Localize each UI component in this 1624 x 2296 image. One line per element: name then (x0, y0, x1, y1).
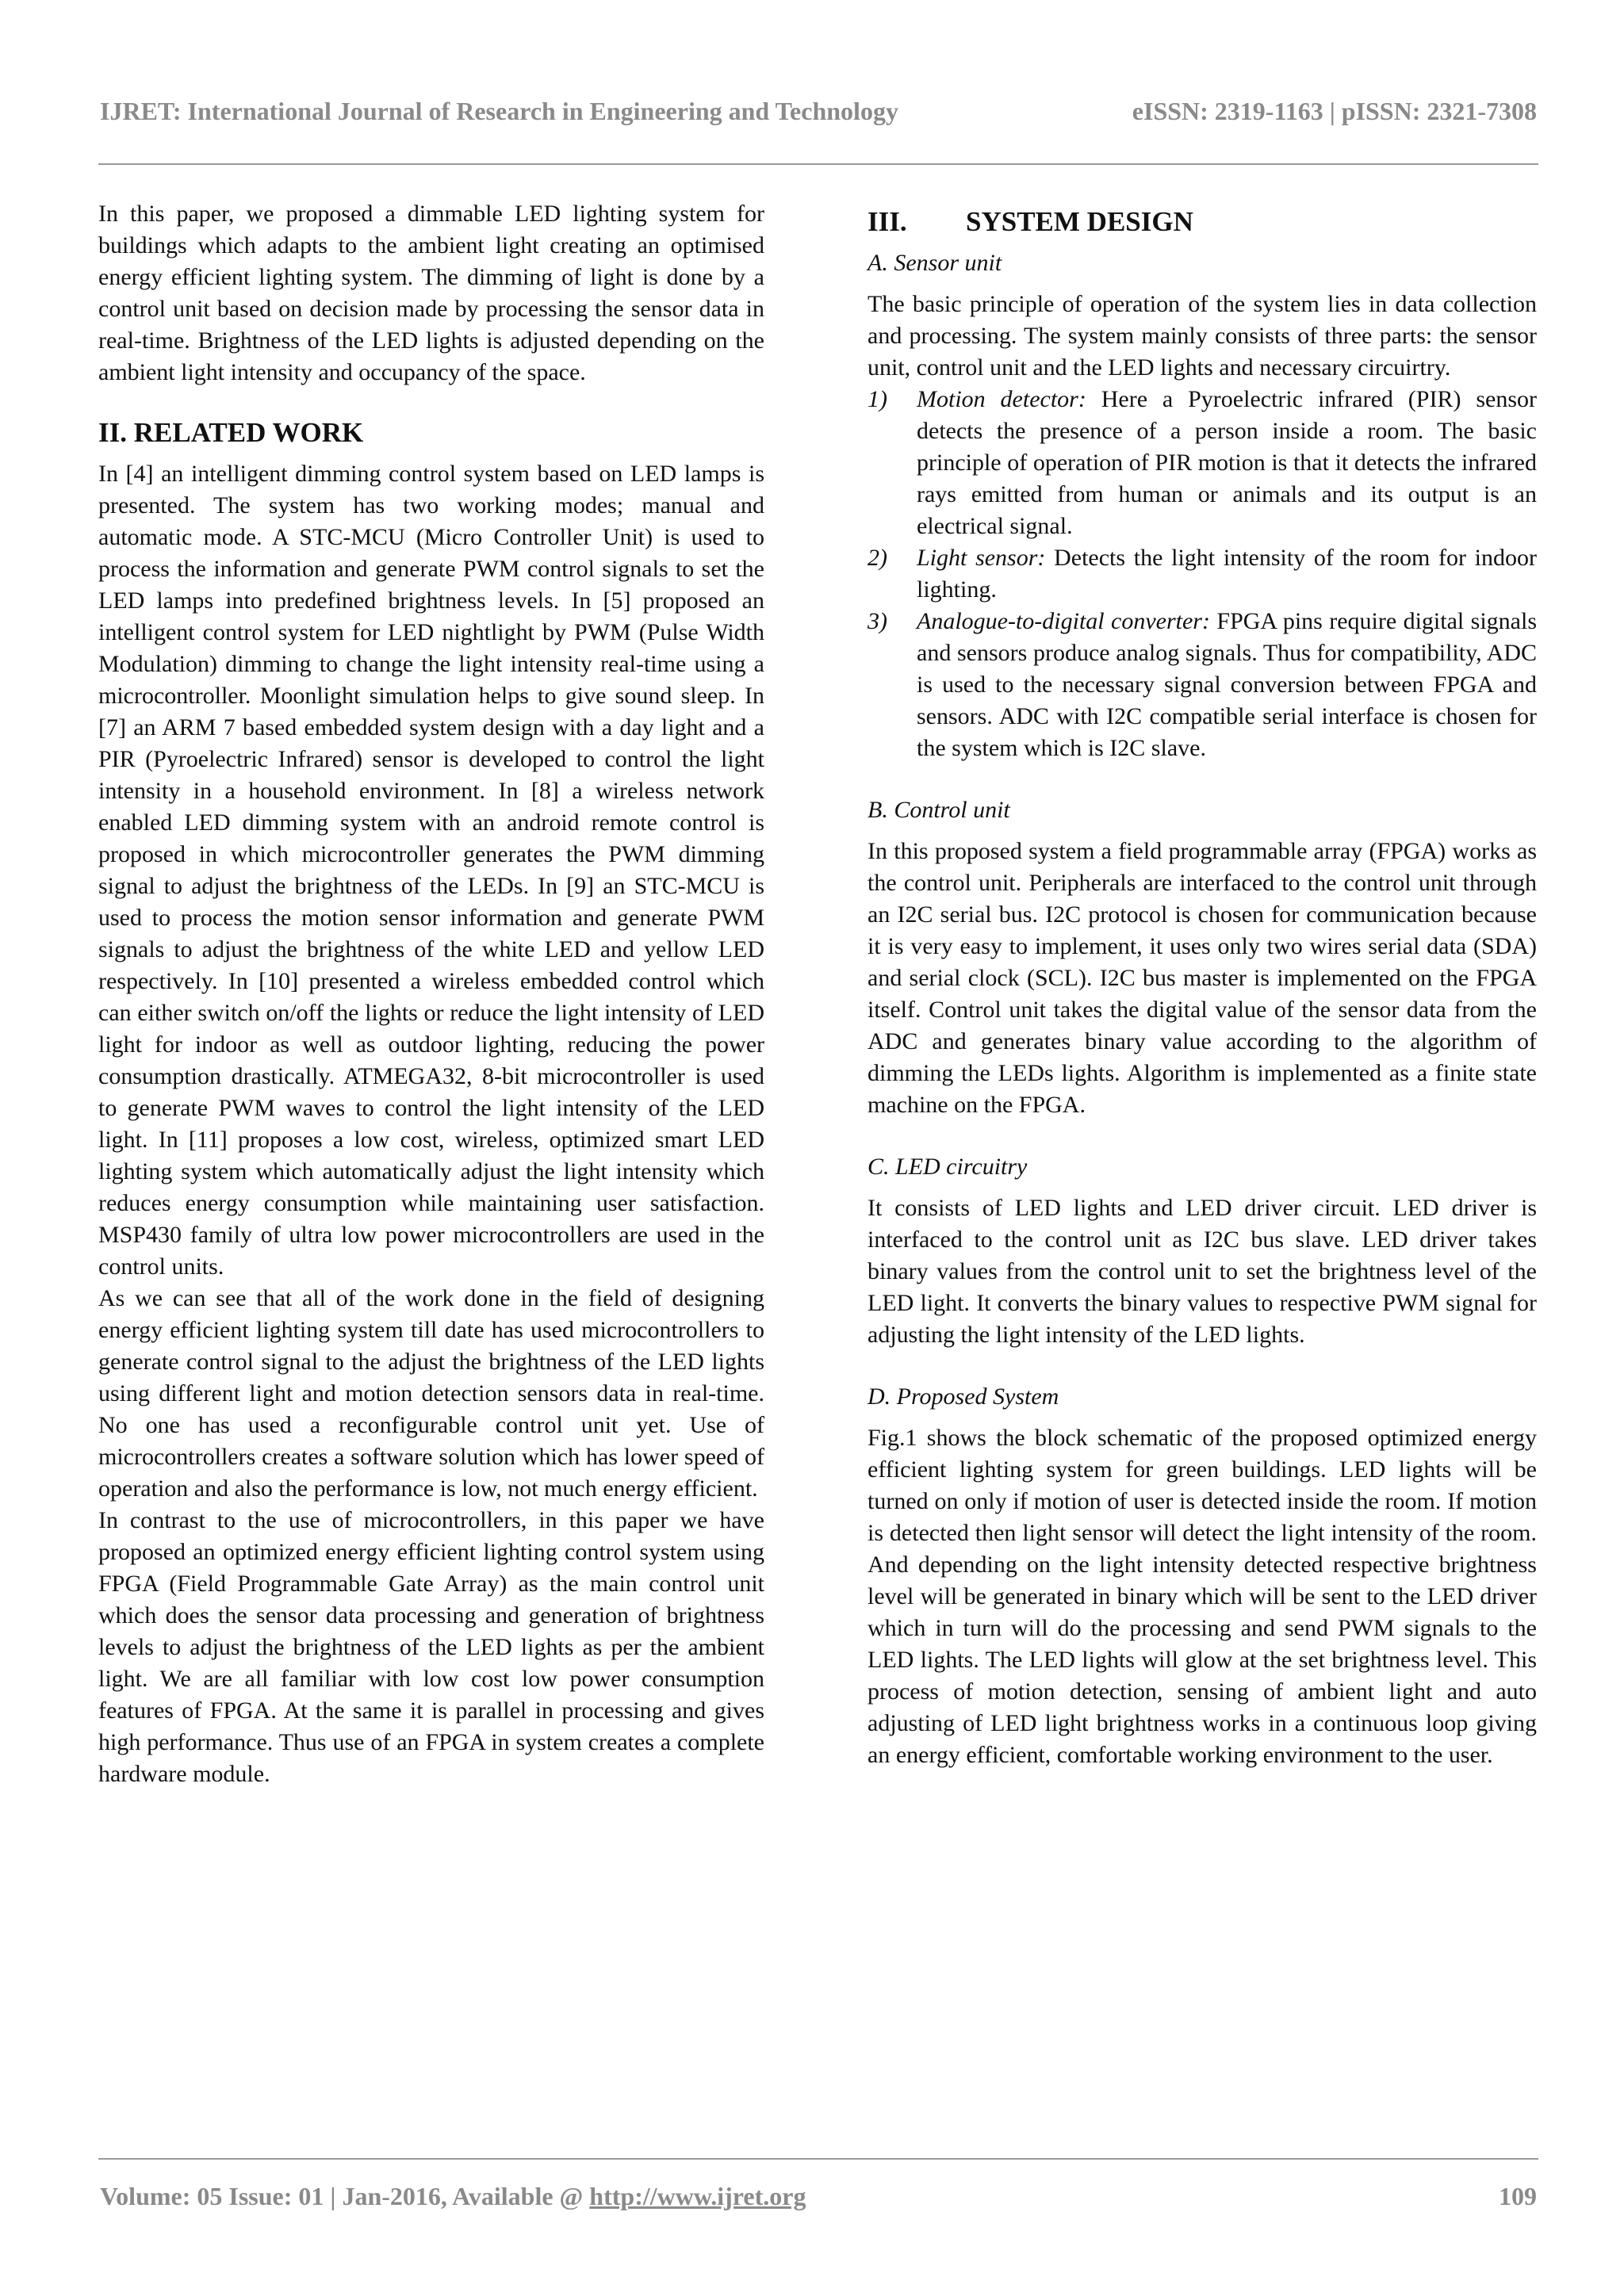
header-rule (98, 163, 1538, 165)
led-circuitry-heading: C. LED circuitry (868, 1154, 1028, 1180)
section-number: III. (868, 206, 907, 237)
journal-link[interactable]: http://www.ijret.org (589, 2182, 806, 2210)
sensor-unit-paragraph: The basic principle of operation of the system lies in data collection and processing. The system mainly consists of three parts: the sensor unit, control unit and the LED lights and necessary circuirtry. (868, 291, 1537, 381)
volume-info: Volume: 05 Issue: 01 | Jan-2016, Available @ http://www.ijret.org (100, 2182, 806, 2210)
list-item: 2) Light sensor: Detects the light intensity of the room for indoor lighting. (868, 545, 1538, 603)
right-column (868, 198, 1537, 1771)
led-circuitry-paragraph: It consists of LED lights and LED driver circuit. LED driver is interfaced to the control unit as I2C bus slave. LED driver takes binary values from the control unit to set the brightness level of the LED light. It converts the binary values to respective PWM signal for adjusting the light intensity of the LED lights. (868, 1195, 1537, 1348)
proposed-system-heading: D. Proposed System (868, 1383, 1059, 1410)
system-design-heading (868, 205, 1537, 239)
control-unit-paragraph: In this proposed system a field programmable array (FPGA) works as the control unit. Peripherals are interfaced to the control unit through an I2C serial bus. I2C protocol is chosen for communication because it is very easy to implement, it uses only two wires serial data (SDA) and serial clock (SCL). I2C bus master is implemented on the FPGA itself. Control unit takes the digital value of the sensor data from the ADC and generates binary value according to the algorithm of dimming the LEDs lights. Algorithm is implemented as a finite state machine on the FPGA. (868, 838, 1537, 1118)
running-header (100, 97, 1537, 126)
proposed-system-paragraph: Fig.1 shows the block schematic of the proposed optimized energy efficient lighting system for green buildings. LED lights will be turned on only if motion of user is detected inside the room. If motion is detected then light sensor will detect the light intensity of the room. And depending on the light intensity detected respective brightness level will be generated in binary which will be sent to the LED driver which in turn will do the processing and send PWM signals to the LED lights. The LED lights will glow at the set brightness level. This process of motion detection, sensing of ambient light and auto adjusting of LED light brightness works in a continuous loop giving an energy efficient, comfortable working environment to the user. (868, 1425, 1537, 1768)
related-work-paragraph-2: As we can see that all of the work done in the field of designing energy efficient lighting system till date has used microcontrollers to generate control signal to the adjust the brightness of the LED lights using different light and motion detection sensors data in real-time. No one has used a reconfigurable control unit yet. Use of microcontrollers creates a software solution which has lower speed of operation and also the performance is low, not much energy efficient. (98, 1285, 764, 1502)
related-work-heading: II. RELATED WORK (98, 417, 364, 448)
related-work-paragraph-1: In [4] an intelligent dimming control system based on LED lamps is presented. The system has two working modes; manual and automatic mode. A STC-MCU (Micro Controller Unit) is used to process the information and generate PWM control signals to set the LED lamps into predefined brightness levels. In [5] proposed an intelligent control system for LED nightlight by PWM (Pulse Width Modulation) dimming to change the light intensity real-time using a microcontroller. Moonlight simulation helps to give sound sleep. In [7] an ARM 7 based embedded system design with a day light and a PIR (Pyroelectric Infrared) sensor is developed to control the light intensity in a household environment. In [8] a wireless network enabled LED dimming system with an android remote control is proposed in which microcontroller generates the PWM dimming signal to adjust the brightness of the LEDs. In [9] an STC-MCU is used to process the motion sensor information and generate PWM signals to adjust the brightness of the white LED and yellow LED respectively. In [10] presented a wireless embedded control which can either switch on/off the lights or reduce the light intensity of LED light for indoor as well as outdoor lighting, reducing the power consumption drastically. ATMEGA32, 8-bit microcontroller is used to generate PWM waves to control the light intensity of the LED light. In [11] proposes a low cost, wireless, optimized smart LED lighting system which automatically adjust the light intensity which reduces energy consumption while maintaining user satisfaction. MSP430 family of ultra low power microcontrollers are used in the control units. (98, 461, 764, 1280)
footer-rule (98, 2158, 1538, 2160)
issn: eISSN: 2319-1163 | pISSN: 2321-7308 (1132, 97, 1537, 125)
related-work-paragraph-3: In contrast to the use of microcontrollers, in this paper we have proposed an optimized energy efficient lighting control system using FPGA (Field Programmable Gate Array) as the main control unit which does the sensor data processing and generation of brightness levels to adjust the brightness of the LED lights as per the ambient light. We are all familiar with low cost low power consumption features of FPGA. At the same it is parallel in processing and gives high performance. Thus use of an FPGA in system creates a complete hardware module. (98, 1507, 764, 1787)
page-number: 109 (1499, 2182, 1537, 2210)
list-item: 3) Analogue-to-digital converter: FPGA pins require digital signals and sensors produce analog signals. Thus for compatibility, ADC is used to the necessary signal conversion between FPGA and sensors. ADC with I2C compatible serial interface is chosen for the system which is I2C slave. (868, 608, 1537, 761)
list-item: 1) Motion detector: Here a Pyroelectric infrared (PIR) sensor detects the presence of a person inside a room. The basic principle of operation of PIR motion is that it detects the infrared rays emitted from human or animals and its output is an electrical signal. (868, 386, 1537, 539)
section-title: SYSTEM DESIGN (966, 206, 1193, 237)
left-column (98, 198, 764, 1790)
running-footer (100, 2182, 1537, 2211)
sensor-list (868, 384, 1537, 764)
control-unit-heading: B. Control unit (868, 797, 1010, 823)
intro-paragraph: In this paper, we proposed a dimmable LED lighting system for buildings which adapts to the ambient light creating an optimised energy efficient lighting system. The dimming of light is done by a control unit based on decision made by processing the sensor data in real-time. Brightness of the LED lights is adjusted depending on the ambient light intensity and occupancy of the space. (98, 201, 764, 385)
sensor-unit-heading: A. Sensor unit (868, 250, 1002, 276)
journal-title: IJRET: International Journal of Research in Engineering and Technology (100, 97, 898, 125)
